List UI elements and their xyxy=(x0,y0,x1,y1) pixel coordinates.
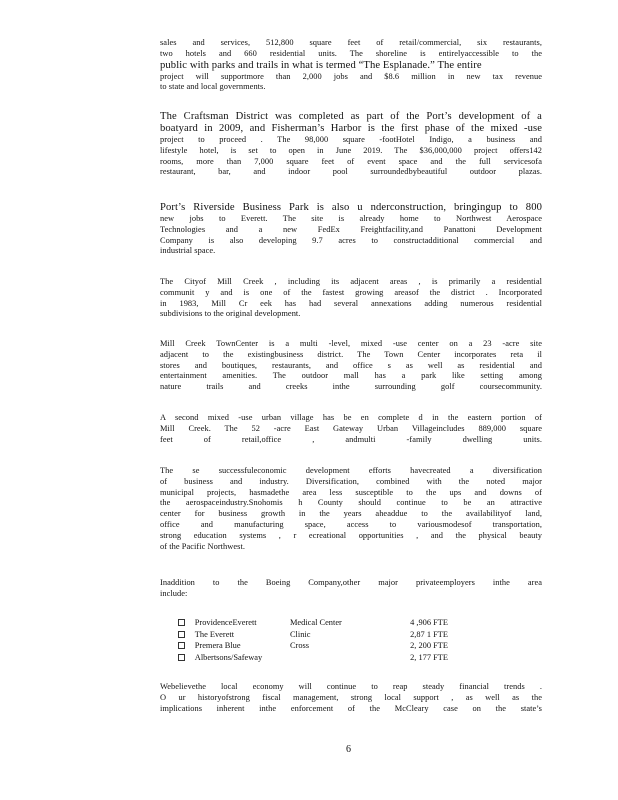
paragraph xyxy=(160,413,542,445)
text-line: The Cityof Mill Creek , including its adjacent areas , is primarily a residential xyxy=(160,277,542,286)
text-line: communit y and is one of the fastest growing areasof the district . Incorporated xyxy=(160,287,542,297)
text-line: strong education systems , r ecreational opportunities , and the physical beauty xyxy=(160,530,542,540)
paragraph xyxy=(160,339,542,393)
text-line: office and manufacturing space, access to variousmodesof transportation, xyxy=(160,519,542,529)
text-line: A second mixed -use urban village has be en complete d in the eastern portion of xyxy=(160,413,542,422)
text-line: Mill Creek. The 52 -acre East Gateway Urban Villageincludes 889,000 square xyxy=(160,423,542,433)
paragraph xyxy=(160,38,542,93)
text-line: Company is also developing 9.7 acres to constructadditional commercial and xyxy=(160,235,542,245)
text-line: adjacent to the existingbusiness district. The Town Center incorporates reta il xyxy=(160,349,542,359)
paragraph xyxy=(160,466,542,552)
text-line: entertainment amenities. The outdoor mall has a park like setting among xyxy=(160,371,542,381)
text-line: lifestyle hotel, is set to open in June 2019. The $36,000,000 project offers142 xyxy=(160,145,542,155)
text-line: of the Pacific Northwest. xyxy=(160,541,245,551)
text-line: in 1983, Mill Cr eek has had several annexations adding numerous residential xyxy=(160,298,542,308)
checkbox-bullet-icon xyxy=(178,631,185,638)
text-line: Webelievethe local economy will continue to reap steady financial trends . xyxy=(160,682,542,691)
employer-fte: 4 ,906 FTE xyxy=(410,618,448,627)
text-line: nature trails and creeks inthe surrounding golf coursecommunity. xyxy=(160,382,542,392)
paragraph xyxy=(160,578,542,600)
employer-item xyxy=(178,617,448,629)
text-line: feet of retail,office , andmulti -family dwelling units. xyxy=(160,434,542,444)
text-line: industrial space. xyxy=(160,246,216,256)
text-line: stores and boutiques, restaurants, and office s as well as residential and xyxy=(160,360,542,370)
text-line: sales and services, 512,800 square feet of retail/commercial, six restaurants, xyxy=(160,38,542,47)
text-line: Inaddition to the Boeing Company,other major privateemployers inthe area xyxy=(160,578,542,587)
text-line: the aerospaceindustry.Snohomis h County should continue to be an attractive xyxy=(160,498,542,508)
paragraph xyxy=(160,682,542,714)
text-line: The Craftsman District was completed as part of the Port’s development of a xyxy=(160,111,542,122)
text-line: Mill Creek TownCenter is a multi -level, mixed -use center on a 23 -acre site xyxy=(160,339,542,348)
text-line: to state and local governments. xyxy=(160,82,266,92)
text-line: O ur historyofstrong fiscal management, strong local support , as well as the xyxy=(160,692,542,702)
employer-name: Premera Blue xyxy=(194,641,241,650)
employer-detail: Medical Center xyxy=(289,618,342,627)
employer-name: The Everett xyxy=(194,629,235,639)
checkbox-bullet-icon xyxy=(178,642,185,649)
employer-name: ProvidenceEverett xyxy=(194,618,257,627)
employer-fte: 2, 177 FTE xyxy=(410,652,448,662)
paragraph xyxy=(160,277,542,320)
text-line: two hotels and 660 residential units. The shoreline is entirelyaccessible to the xyxy=(160,48,542,58)
text-line: subdivisions to the original development. xyxy=(160,309,301,319)
text-line: Technologies and a new FedEx Freightfacility,and Panattoni Development xyxy=(160,224,542,234)
text-line: implications inherent inthe enforcement of the McCleary case on the state’s xyxy=(160,703,542,713)
text-line: restaurant, bar, and indoor pool surroundedbybeautiful outdoor plazas. xyxy=(160,167,542,177)
employer-detail: Cross xyxy=(289,641,310,650)
employer-detail: Clinic xyxy=(289,629,311,639)
checkbox-bullet-icon xyxy=(178,619,185,626)
text-line: project will supportmore than 2,000 jobs and $8.6 million in new tax revenue xyxy=(160,71,542,81)
employer-name: Albertsons/Safeway xyxy=(194,652,263,662)
employer-item xyxy=(178,652,448,664)
employer-fte: 2,87 1 FTE xyxy=(410,629,448,639)
text-line: public with parks and trails in what is termed “The Esplanade.” The entire xyxy=(160,59,482,71)
employer-fte: 2, 200 FTE xyxy=(410,641,448,650)
text-line: municipal projects, hasmadethe area less susceptible to the ups and downs of xyxy=(160,487,542,497)
employer-list xyxy=(178,617,448,663)
text-line: The se successfuleconomic development efforts havecreated a diversification xyxy=(160,466,542,475)
text-line: of business and industry. Diversification, combined with the noted major xyxy=(160,476,542,486)
employer-detail xyxy=(290,652,395,664)
text-line: rooms, more than 7,000 square feet of event space and the full servicesofa xyxy=(160,156,542,166)
text-line: project to proceed . The 98,000 square -footHotel Indigo, a business and xyxy=(160,135,542,144)
text-line: center for business growth in the years aheaddue to the availabilityof land, xyxy=(160,509,542,519)
checkbox-bullet-icon xyxy=(178,654,185,661)
page-number: 6 xyxy=(346,744,351,755)
employer-item xyxy=(178,629,448,641)
paragraph xyxy=(160,111,542,178)
text-line: new jobs to Everett. The site is already home to Northwest Aerospace xyxy=(160,214,542,223)
text-line: include: xyxy=(160,588,188,598)
paragraph xyxy=(160,202,542,257)
text-line: boatyard in 2009, and Fisherman’s Harbor is the first phase of the mixed -use xyxy=(160,123,542,134)
employer-item xyxy=(178,640,448,652)
text-line: Port’s Riverside Business Park is also u nderconstruction, bringingup to 800 xyxy=(160,202,542,213)
